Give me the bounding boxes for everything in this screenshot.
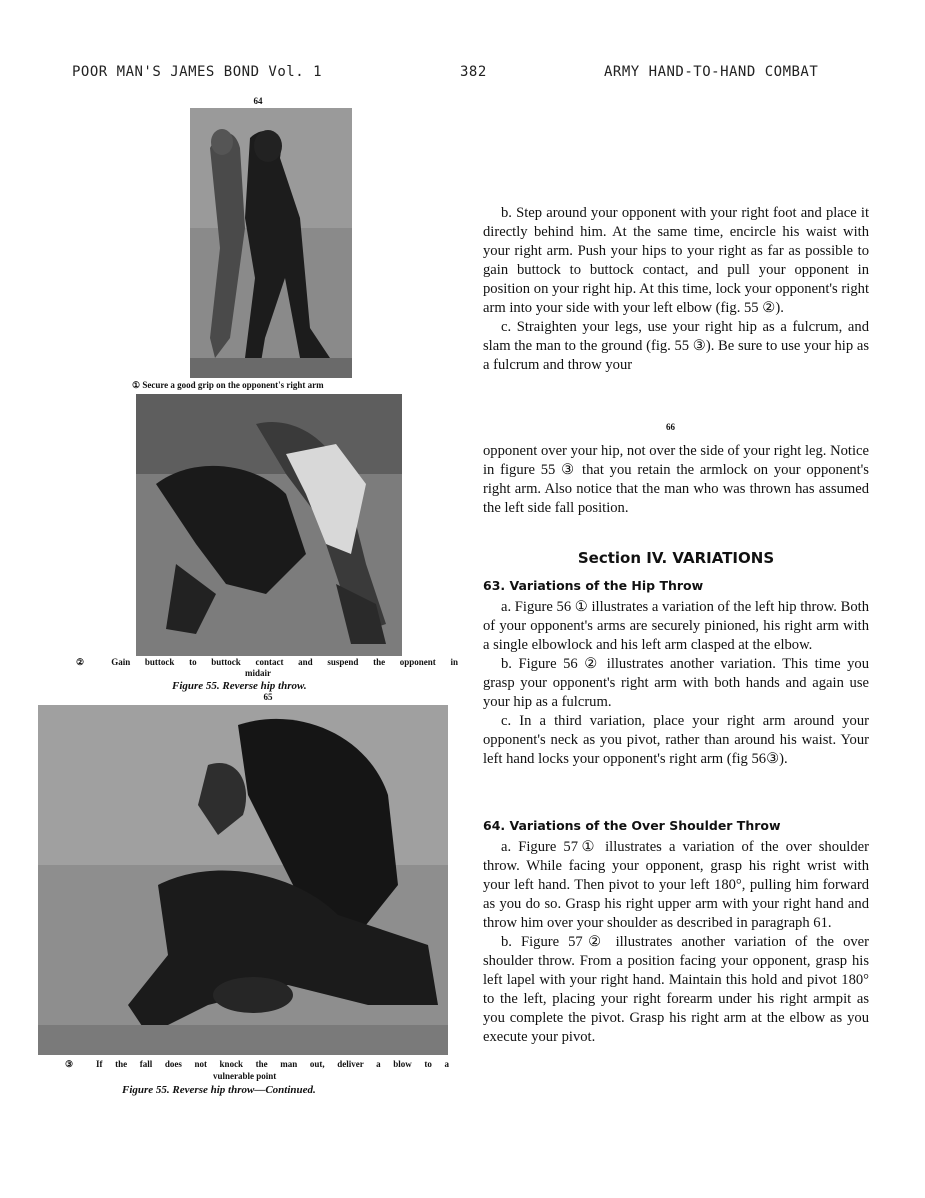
text-column-64 <box>483 838 869 1047</box>
paragraph-64b: b. Figure 57② illustrates another variation of the over shoulder throw. From a position facing your opponent, grasp his left lapel with your right hand. Maintain this hold and pivot 180° to the left, placing your right forearm under his right armpit as you complete the pivot. Grasp his right arm at the elbow as you execute your pivot. <box>483 934 869 1045</box>
text-column-continuation <box>483 442 869 518</box>
subheading-64: 64. Variations of the Over Shoulder Throw <box>483 818 781 833</box>
page-label-66: 66 <box>666 422 675 432</box>
paragraph-64a: a. Figure 57① illustrates a variation of the over shoulder throw. While facing your opponent, grasp his right wrist with your left hand. Then pivot to your left 180°, pulling him forward as you do so. Grasp his right upper arm with your right hand and throw him over your shoulder as described in paragraph 61. <box>483 839 869 931</box>
paragraph-c: c. Straighten your legs, use your right hip as a fulcrum, and slam the man to the ground (fig. 55 ③). Be sure to use your hip as a fulcrum and throw your <box>483 319 869 373</box>
header-book-title: POOR MAN'S JAMES BOND Vol. 1 <box>72 64 323 80</box>
paragraph-63a: a. Figure 56 ① illustrates a variation of the left hip throw. Both of your opponent's arms are securely pinioned, his right arm with a single elbowlock and his left arm clasped at the elbow. <box>483 599 869 653</box>
figure-caption-3-line-1: ③ If the fall does not knock the man out, deliver a blow to a <box>65 1059 449 1069</box>
figure-caption-3-line-2: vulnerable point <box>213 1071 277 1081</box>
paragraph-63c: c. In a third variation, place your right arm around your opponent's neck as you pivot, rather than around his waist. Your left hand locks your opponent's right arm (fig 56③). <box>483 713 869 767</box>
figure-caption-1: ① Secure a good grip on the opponent's right arm <box>132 380 324 390</box>
text-column-upper <box>483 204 869 375</box>
paragraph-continuation: opponent over your hip, not over the side of your right leg. Notice in figure 55 ③ that you retain the armlock on your opponent's right arm. Also notice that the man who was thrown has assumed the left side fall position. <box>483 443 869 516</box>
figure-caption-2-line-2: midair <box>245 668 271 678</box>
figure-label-2: Figure 55. Reverse hip throw—Continued. <box>122 1084 316 1096</box>
figure-caption-2-line-1: ② Gain buttock to buttock contact and suspend the opponent in <box>76 657 458 667</box>
figure-page-label-65: 65 <box>263 692 273 702</box>
photo-fall-blow <box>38 705 448 1055</box>
photo-grip-arm <box>190 108 352 378</box>
text-column-63 <box>483 598 869 769</box>
subheading-63: 63. Variations of the Hip Throw <box>483 578 704 593</box>
photo-buttock-contact <box>136 394 402 656</box>
section-heading: Section IV. VARIATIONS <box>577 549 775 567</box>
figure-label-1: Figure 55. Reverse hip throw. <box>172 680 307 692</box>
paragraph-63b: b. Figure 56 ② illustrates another variation. This time you grasp your opponent's right arm with both hands and again use your hip as a fulcrum. <box>483 656 869 710</box>
figure-page-label-64: 64 <box>253 96 263 106</box>
header-page-number: 382 <box>460 64 487 80</box>
paragraph-b: b. Step around your opponent with your right foot and place it directly behind him. At the same time, encircle his waist with your right arm. Push your hips to your right as far as possible to gain buttock to buttock contact, and pull your opponent in position on your right hip. At this time, lock your opponent's right arm into your side with your left elbow (fig. 55 ②). <box>483 205 869 316</box>
header-chapter-title: ARMY HAND-TO-HAND COMBAT <box>604 64 819 80</box>
